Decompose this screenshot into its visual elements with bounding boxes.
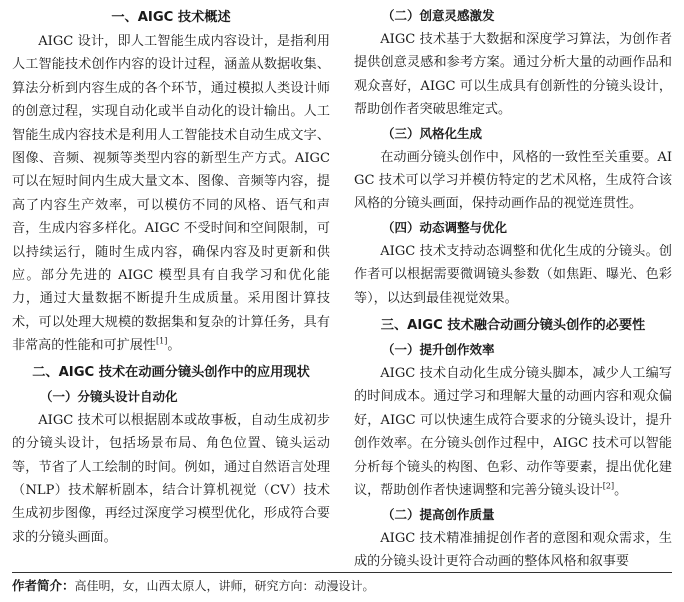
section-3-subtitle-1: （一）提升创作效率 <box>382 342 495 358</box>
section-3-paragraph-2: AIGC 技术精准捕捉创作者的意图和观众需求，生成的分镜头设计更符合动画的整体风格和叙事要 <box>354 530 672 569</box>
section-3-title: 三、AIGC 技术融合动画分镜头创作的必要性 <box>380 318 646 334</box>
author-label: 作者简介： <box>12 578 75 593</box>
section-3-text: AIGC 技术自动化生成分镜头脚本，减少人工编写的时间成本。通过学习和理解大量的动画内容和观众偏好，AIGC 可以快速生成符合要求的分镜头设计，提升创作效率。在分镜头创作过程中，AIGC 技术可以智能分析每个镜头的构图、色彩、动作等要素，提出优化建议，帮助创作者快速调整和完善分镜头设计 <box>354 366 672 499</box>
section-2-paragraph-1: AIGC 技术可以根据剧本或故事板，自动生成初步的分镜头设计，包括场景布局、角色位置、镜头运动等，节省了人工绘制的时间。例如，通过自然语言处理（NLP）技术解析剧本，结合计算机视觉（CV）技术生成初步图像，再经过深度学习模型优化，形成符合要求的分镜头画面。 <box>12 412 330 545</box>
section-2-subtitle-1: （一）分镜头设计自动化 <box>40 388 178 404</box>
section-1-text: AIGC 设计，即人工智能生成内容设计，是指利用人工智能技术创作内容的设计过程，涵盖从数据收集、算法分析到内容生成的各个环节，通过模拟人类设计师的创意过程，实现自动化或半自动化的设计输出。人工智能生成内容技术是利用人工智能技术自动生成文字、图像、音频、视频等类型内容的新型生产方式。AIGC 可以在短时间内生成大量文本、图像、音频等内容，提高了内容生产效率，可以模仿不同的风格、语气和声音，生成内容多样化。AIGC 不受时间和空间限制，可以持续运行，随时生成内容，确保内容及时更新和供应。部分先进的 AIGC 模型具有自我学习和优化能力，通过大量数据不断提升生成质量。采用图计算技术，可以处理大规模的数据集和复杂的计算任务，具有非常高的性能和可扩展性 <box>12 34 330 354</box>
section-2-paragraph-3: 在动画分镜头创作中，风格的一致性至关重要。AIGC 技术可以学习并模仿特定的艺术风格，生成符合该风格的分镜头画面，保持动画作品的视觉连贯性。 <box>354 149 672 212</box>
section-2-paragraph-4: AIGC 技术支持动态调整和优化生成的分镜头。创作者可以根据需要微调镜头参数（如焦距、曝光、色彩等），以达到最佳视觉效果。 <box>354 243 672 306</box>
section-3-end: 。 <box>614 483 628 499</box>
section-2-subtitle-2: （二）创意灵感激发 <box>382 8 495 23</box>
section-1-paragraph <box>12 30 330 358</box>
left-column <box>12 4 330 549</box>
section-2-subtitle-4: （四）动态调整与优化 <box>382 219 508 235</box>
section-2-subtitle-3: （三）风格化生成 <box>382 125 483 141</box>
section-2-paragraph-2: AIGC 技术基于大数据和深度学习算法，为创作者提供创意灵感和参考方案。通过分析大量的动画作品和观众喜好，AIGC 可以生成具有创新性的分镜头设计，帮助创作者突破思维定式。 <box>354 32 672 118</box>
citation-1: [1] <box>156 336 168 346</box>
section-3-paragraph-1 <box>354 362 672 502</box>
footnote-divider <box>12 572 672 573</box>
section-2-title: 二、AIGC 技术在动画分镜头创作中的应用现状 <box>32 364 310 380</box>
author-footnote <box>12 576 672 596</box>
section-1-end: 。 <box>167 338 181 354</box>
author-info: 高佳明，女，山西太原人，讲师，研究方向：动漫设计。 <box>74 579 375 593</box>
section-1-title: 一、AIGC 技术概述 <box>111 10 231 25</box>
right-column <box>354 4 672 573</box>
citation-2: [2] <box>602 481 615 491</box>
section-3-subtitle-2: （二）提高创作质量 <box>382 506 495 522</box>
